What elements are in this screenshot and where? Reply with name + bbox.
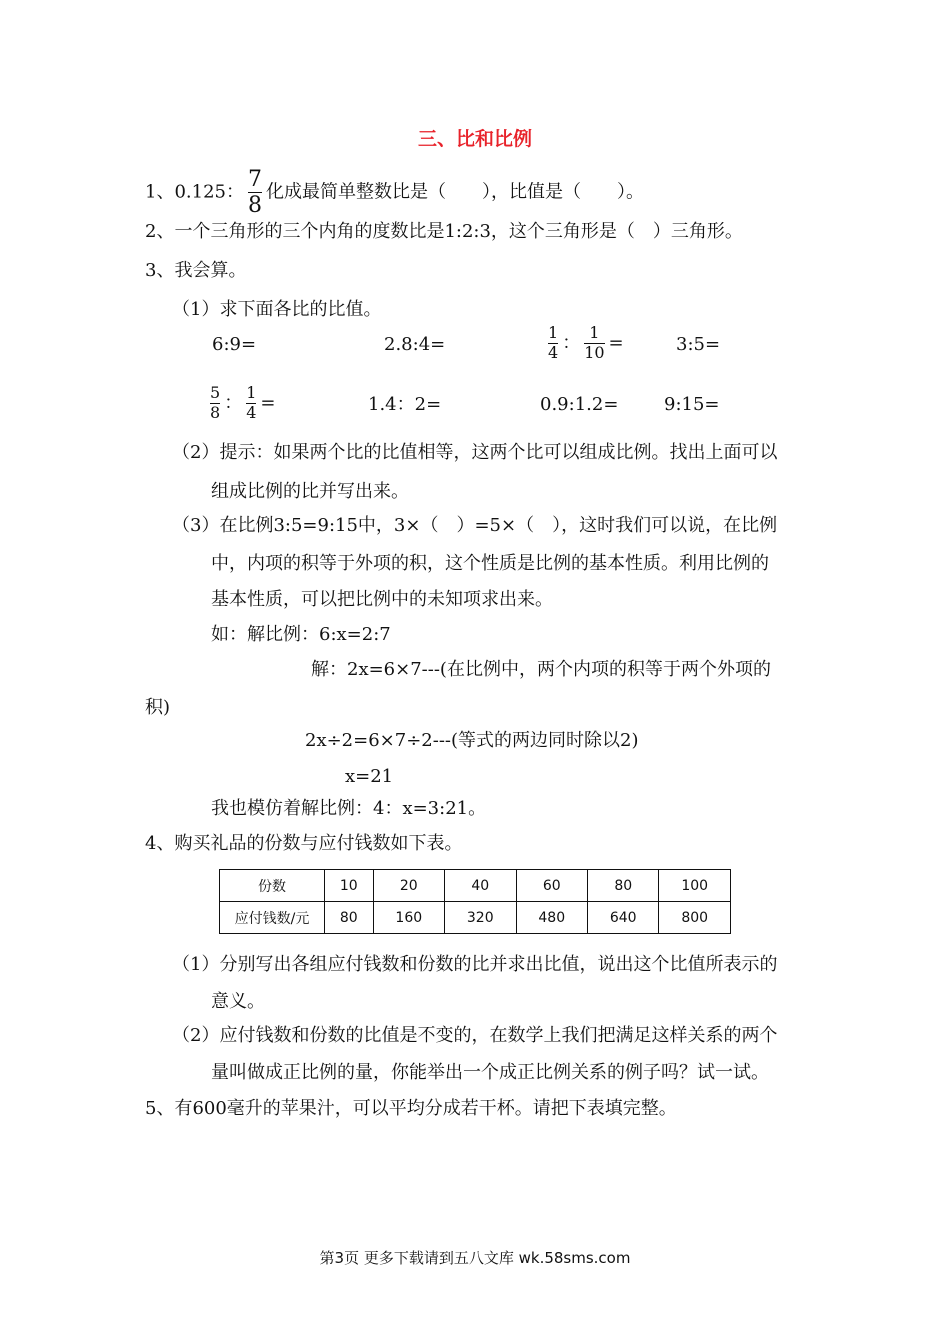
table-cell: 100 <box>659 870 731 902</box>
q1-prefix: 1、0.125： <box>145 181 244 203</box>
table-cell: 20 <box>373 870 444 902</box>
question-2: 2、一个三角形的三个内角的度数比是1:2:3，这个三角形是（ ）三角形。 <box>145 221 743 242</box>
q3-row2-d: 9:15= <box>664 394 720 415</box>
q3-solve-step2: 2x÷2=6×7÷2---(等式的两边同时除以2) <box>305 730 639 751</box>
q3-row2-c: 0.9:1.2= <box>540 394 619 415</box>
q4-part1-line2: 意义。 <box>211 991 265 1012</box>
table-cell: 320 <box>445 902 516 934</box>
q3-part3-line3: 基本性质，可以把比例中的未知项求出来。 <box>211 589 553 610</box>
q4-part2-line2: 量叫做成正比例的量，你能举出一个成正比例关系的例子吗？试一试。 <box>211 1062 769 1083</box>
fraction: $\frac{1}{10}$ <box>584 323 605 362</box>
question-3-heading: 3、我会算。 <box>145 260 247 281</box>
table-cell: 80 <box>587 870 658 902</box>
table-cell: 份数 <box>220 870 325 902</box>
q4-part1-line1: （1）分别写出各组应付钱数和份数的比并求出比值，说出这个比值所表示的 <box>172 954 778 975</box>
table-cell: 480 <box>516 902 587 934</box>
q3-row2-b: 1.4：2= <box>368 394 442 415</box>
q3-part2-line1: （2）提示：如果两个比的比值相等，这两个比可以组成比例。找出上面可以 <box>172 442 778 463</box>
q3-solve-step1-cont: 积) <box>145 697 171 718</box>
table-cell: 80 <box>325 902 374 934</box>
q3-row1-a: 6:9= <box>212 334 257 355</box>
table-row <box>220 902 731 934</box>
gift-price-table <box>219 869 731 934</box>
q1-fraction: $\frac{7}{8}$ <box>247 167 262 219</box>
fraction: $\frac{1}{4}$ <box>548 323 559 362</box>
q3-part1: （1）求下面各比的比值。 <box>172 299 382 320</box>
page-footer: 第3页 更多下载请到五八文库 wk.58sms.com <box>319 1249 631 1267</box>
q3-row1-b: 2.8:4= <box>384 334 446 355</box>
page-title: 三、比和比例 <box>417 128 532 150</box>
q3-row2-a: $\frac{5}{8}$ ： $\frac{1}{4}$ = <box>210 383 276 422</box>
question-5: 5、有600毫升的苹果汁，可以平均分成若干杯。请把下表填完整。 <box>145 1098 677 1119</box>
q3-part2-line2: 组成比例的比并写出来。 <box>211 481 409 502</box>
q3-row1-c: $\frac{1}{4}$ ： $\frac{1}{10}$ = <box>548 323 624 362</box>
q3-example: 如：解比例：6:x=2:7 <box>211 624 391 645</box>
q3-part3-line2: 中，内项的积等于外项的积，这个性质是比例的基本性质。利用比例的 <box>211 553 769 574</box>
table-cell: 160 <box>373 902 444 934</box>
q3-row1-d: 3:5= <box>676 334 721 355</box>
q3-part3-line1: （3）在比例3:5=9:15中，3×（ ）=5×（ ），这时我们可以说，在比例 <box>172 515 778 536</box>
fraction: $\frac{5}{8}$ <box>210 383 221 422</box>
q3-solve-step3: x=21 <box>345 766 394 787</box>
table-row <box>220 870 731 902</box>
table-cell: 40 <box>445 870 516 902</box>
fraction: $\frac{1}{4}$ <box>246 383 257 422</box>
q3-solve-step1: 解：2x=6×7---(在比例中，两个内项的积等于两个外项的 <box>311 659 771 680</box>
question-4-heading: 4、购买礼品的份数与应付钱数如下表。 <box>145 833 463 854</box>
table-cell: 应付钱数/元 <box>220 902 325 934</box>
question-1 <box>145 168 644 217</box>
q3-imitate: 我也模仿着解比例：4：x=3:21。 <box>211 798 487 819</box>
table-cell: 800 <box>659 902 731 934</box>
table-cell: 640 <box>587 902 658 934</box>
q4-part2-line1: （2）应付钱数和份数的比值是不变的，在数学上我们把满足这样关系的两个 <box>172 1025 778 1046</box>
table-cell: 10 <box>325 870 374 902</box>
table-cell: 60 <box>516 870 587 902</box>
q1-suffix: 化成最简单整数比是（ ），比值是（ ）。 <box>265 181 644 203</box>
